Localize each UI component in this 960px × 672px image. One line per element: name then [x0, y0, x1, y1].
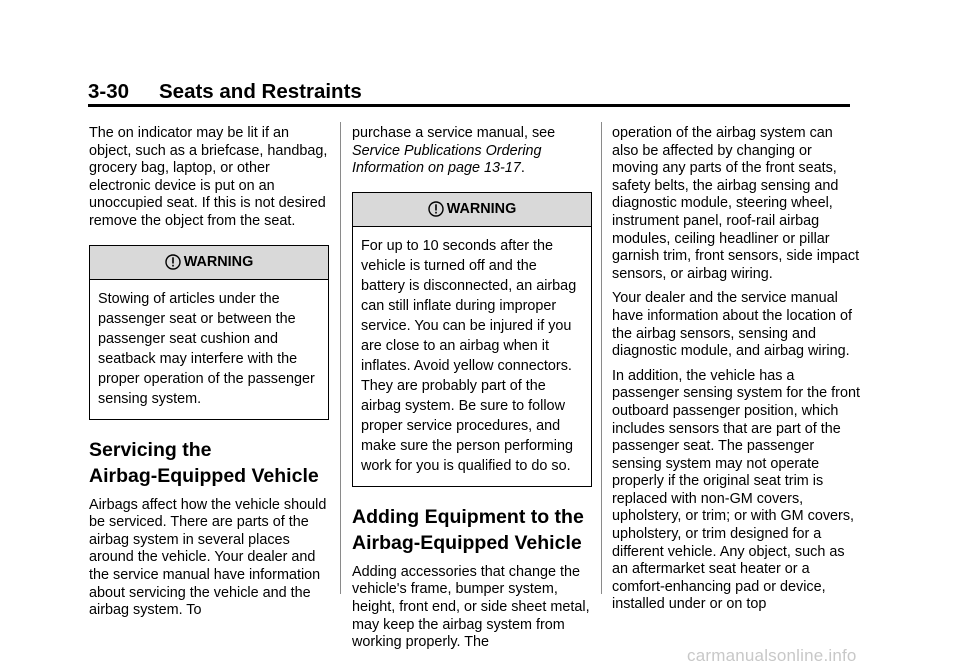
- warning-box: [352, 192, 592, 487]
- warning-title: WARNING: [446, 200, 517, 217]
- column-divider: [601, 122, 602, 594]
- column-2: [352, 125, 592, 652]
- paragraph-text: purchase a service manual, see: [352, 125, 556, 141]
- heading-line: Airbag-Equipped Vehicle: [352, 531, 582, 554]
- heading-line: Adding Equipment to the: [352, 505, 584, 528]
- warning-icon: [165, 254, 181, 270]
- column-1: [89, 125, 329, 620]
- paragraph: In addition, the vehicle has a passenger sensing system for the front outboard passenger position, which includes sensors that are part of the passenger seat. The passenger sensing system may not operate properly if the original seat trim is replaced with non-GM covers, upholstery, or trim; or with GM covers, upholstery, or trim designed for a different vehicle. Any object, such as an aftermarket seat heater or a comfort-enhancing pad or device, installed under or on top: [612, 367, 860, 613]
- paragraph: Adding accessories that change the vehicle's frame, bumper system, height, front end, or side sheet metal, may keep the airbag system from working properly. The: [352, 563, 590, 651]
- paragraph: Airbags affect how the vehicle should be serviced. There are parts of the airbag system in several places around the vehicle. Your dealer and the service manual have information about servicing the vehicle and the airbag system. To: [89, 496, 327, 619]
- section-heading: [89, 437, 329, 489]
- warning-icon: [428, 201, 444, 217]
- warning-box: [89, 245, 329, 420]
- header-rule: [88, 104, 850, 107]
- page-header: [88, 80, 850, 104]
- warning-title: WARNING: [183, 253, 254, 270]
- heading-line: Servicing the: [89, 438, 212, 461]
- watermark: carmanualsonline.info: [687, 646, 857, 665]
- section-heading: [352, 504, 592, 556]
- paragraph-text: .: [520, 160, 525, 177]
- warning-text: For up to 10 seconds after the vehicle is turned off and the battery is disconnected, an airbag can still inflate during improper service. You can be injured if you are close to an airbag when it inflates. Avoid yellow connectors. They are probably part of the airbag system. Be sure to follow proper service procedures, and make sure the person performing work for you is qualified to do so.: [361, 237, 577, 474]
- section-title: Seats and Restraints: [159, 80, 362, 103]
- heading-line: Airbag-Equipped Vehicle: [89, 464, 319, 487]
- cross-reference-link[interactable]: Service Publications Ordering Information on page 13-17: [352, 142, 542, 177]
- paragraph: [352, 125, 592, 178]
- column-3: [612, 125, 862, 614]
- column-divider: [340, 122, 341, 594]
- paragraph: operation of the airbag system can also be affected by changing or moving any parts of the front seats, safety belts, the airbag sensing and diagnostic module, steering wheel, instrument panel, roof-rail airbag modules, ceiling headliner or pillar garnish trim, front sensors, side impact sensors, or airbag wiring.: [612, 125, 860, 282]
- warning-header: [353, 193, 591, 227]
- warning-text: Stowing of articles under the passenger seat or between the passenger seat cushion and seatback may interfere with the proper operation of the passenger sensing system.: [98, 290, 315, 407]
- warning-header: [90, 246, 328, 280]
- paragraph: Your dealer and the service manual have information about the location of the airbag sensors, sensing and diagnostic module, and airbag wiring.: [612, 290, 853, 360]
- paragraph: The on indicator may be lit if an object, such as a briefcase, handbag, grocery bag, laptop, or other electronic device is put on an unoccupied seat. If this is not desired remove the object from the seat.: [89, 125, 328, 229]
- page-number: 3-30: [88, 80, 130, 103]
